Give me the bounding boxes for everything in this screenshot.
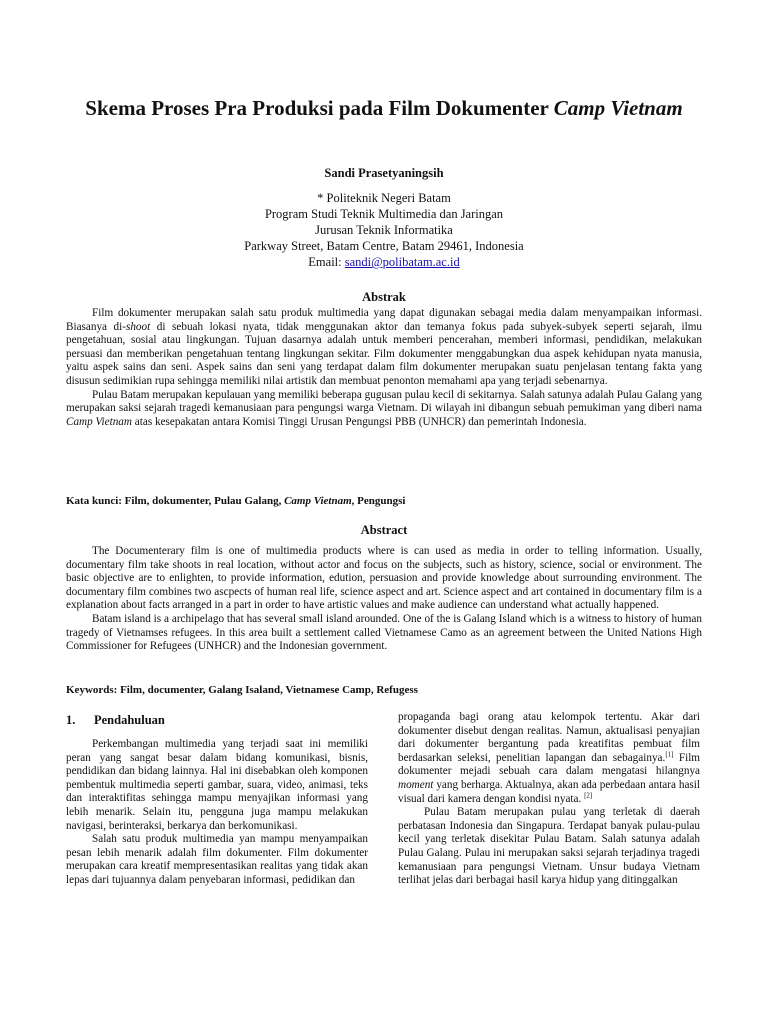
affiliation-block [0, 190, 768, 270]
intro-paragraph-2: Salah satu produk multimedia yan mampu menyampaikan pesan lebih menarik adalah film dokumenter. Film dokumenter merupakan cara kreatif mempresentasikan realitas yang tidak akan lepas dari tujuannya dalam penyebaran informasi, pedidikan dan [66, 833, 368, 886]
affiliation-line: * Politeknik Negeri Batam [317, 191, 451, 205]
affiliation-line: Program Studi Teknik Multimedia dan Jaringan [264, 207, 504, 221]
abstrak-italic: Camp Vietnam [66, 415, 132, 428]
abstrak-italic: shoot [125, 320, 151, 333]
affiliation-line: Jurusan Teknik Informatika [315, 223, 453, 237]
author-name: Sandi Prasetyaningsih [324, 166, 444, 180]
kata-kunci-text: Kata kunci: Film, dokumenter, Pulau Galang, [66, 495, 285, 507]
abstrak-text: atas kesepakatan antara Komisi Tinggi Urusan Pengungsi PBB (UNHCR) dan pemerintah Indonesia. [131, 415, 587, 428]
email-link[interactable]: sandi@polibatam.ac.id [344, 255, 460, 269]
intro-paragraph-3 [398, 711, 700, 806]
left-column [66, 738, 368, 888]
title-main: Skema Proses Pra Produksi pada Film Dokumenter [85, 96, 554, 120]
email-label: Email: [308, 255, 345, 269]
section-number: 1. [66, 713, 76, 727]
paper-title [80, 95, 688, 121]
intro-paragraph-1: Perkembangan multimedia yang terjadi saat ini memiliki peran yang sangat besar dalam bidang komunikasi, bisnis, pendidikan dan bidang lainnya. Hal ini disebabkan oleh komponen pembentuk multimedia seperti gambar, suara, video, animasi, teks dan interaktifitas sehingga mampu menyajikan informasi yang lebih menarik. Selain itu, pengguna juga mampu melakukan navigasi, berinteraksi, berkarya dan berkomunikasi. [66, 738, 368, 832]
title-italic: Camp Vietnam [553, 96, 683, 120]
abstract-body [66, 545, 702, 654]
affiliation-line: Parkway Street, Batam Centre, Batam 29461, Indonesia [244, 239, 524, 253]
abstrak-heading: Abstrak [362, 290, 406, 304]
abstrak-text: Pulau Batam merupakan kepulauan yang memiliki beberapa gugusan pulau kecil di sekitarnya. Salah satunya adalah Pulau Galang yang merupakan saksi sejarah tragedi kemanusiaan para pengungsi warga Vietnam. Di wilayah ini dibangun sebuah pemukiman yang diberi nama [66, 388, 702, 415]
abstract-paragraph-1: The Documenterary film is one of multimedia products where is can used as media in order to telling information. Usually, documentary film take shoots in real location, without actor and focus on the subjects, such as history, science, social or environment. The basic objective are to enlighten, to provide information, edution, persuasion and provide knowledge about surrounding environment. The documentary film combines two ascpects of human real life, science aspect and art. Science aspect and art contained in documentary film is a explanation about facts arranged in a part in order to have artistic values and make audience can understand what actually happened. [66, 545, 702, 612]
abstrak-text: di sebuah lokasi nyata, tidak menggunakan aktor dan temanya fokus pada subyek-subyek seperti sejarah, ilmu pengetahuan, sosial atau lingkungan. Tujuan dasarnya adalah untuk memberi pencerahan, memberi informasi, pendidikan, melakukan persuasi dan memberikan pengetahuan tentang lingkungan sekitar. Film dokumenter menggabungkan dua aspek kehidupan nyata manusia, yaitu aspek sains dan seni. Aspek sains dan seni yang terdapat dalam film dokumenter merupakan suatu penjelasan tentang fakta yang disusun sedimikian rupa sehingga memiliki nilai artistik dan membuat penonton memahami apa yang terjadi sebenarnya. [66, 320, 702, 387]
abstract-heading: Abstract [360, 523, 408, 537]
intro-text: yang berharga. Aktualnya, akan ada perbedaan antara hasil visual dari kamera dengan kondisi nyata. [398, 778, 700, 805]
kata-kunci [66, 495, 702, 507]
section-heading [66, 713, 165, 728]
abstrak-paragraph-2 [66, 389, 702, 430]
abstrak-paragraph-1 [66, 307, 702, 389]
abstrak-body [66, 307, 702, 429]
kata-kunci-italic: Camp Vietnam [284, 495, 352, 507]
kata-kunci-text: , Pengungsi [351, 495, 406, 507]
section-title: Pendahuluan [94, 713, 165, 727]
right-column [398, 711, 700, 888]
intro-text: propaganda bagi orang atau kelompok tertentu. Akar dari dokumenter disebut dengan realitas. Namun, aktualisasi penyajian dari dokumenter bergantung pada kreatifitas pembuat film berdasarkan seleksi, penelitian lapangan dan sebagainya. [398, 711, 700, 764]
abstract-paragraph-2: Batam island is a archipelago that has several small island arounded. One of the is Galang Island which is a witness to history of human tragedy of Vietnamses refugees. In this area built a settlement called Vietnamese Camo as an agreement between the United Nations High Commissioner for Refugees (UNHCR) and the Indonesian government. [66, 612, 702, 653]
intro-paragraph-4: Pulau Batam merupakan pulau yang terletak di daerah perbatasan Indonesia dan Singapura. Terdapat banyak pulau-pulau kecil yang terletak disekitar Pulau Batam. Salah satunya adalah Pulau Galang. Pulau ini merupakan saksi sejarah terjadinya tragedi kemanusiaan para pengungsi Vietnam. Unsur budaya Vietnam terlihat jelas dari berbagai hasil karya hidup yang ditinggalkan [398, 806, 700, 887]
intro-text: Film dokumenter mejadi sebuah cara dalam mengatasi hilangnya [398, 751, 700, 778]
abstrak-text: Film dokumenter merupakan salah satu produk multimedia yang dapat digunakan sebagai media dalam menyampaikan informasi. Biasanya di- [66, 307, 702, 333]
email-line [0, 254, 768, 270]
intro-italic: moment [398, 778, 434, 791]
citation-ref[interactable]: [1] [665, 750, 674, 759]
citation-ref[interactable]: [2] [584, 790, 593, 799]
keywords: Keywords: Film, documenter, Galang Isaland, Vietnamese Camp, Refugess [66, 684, 418, 696]
